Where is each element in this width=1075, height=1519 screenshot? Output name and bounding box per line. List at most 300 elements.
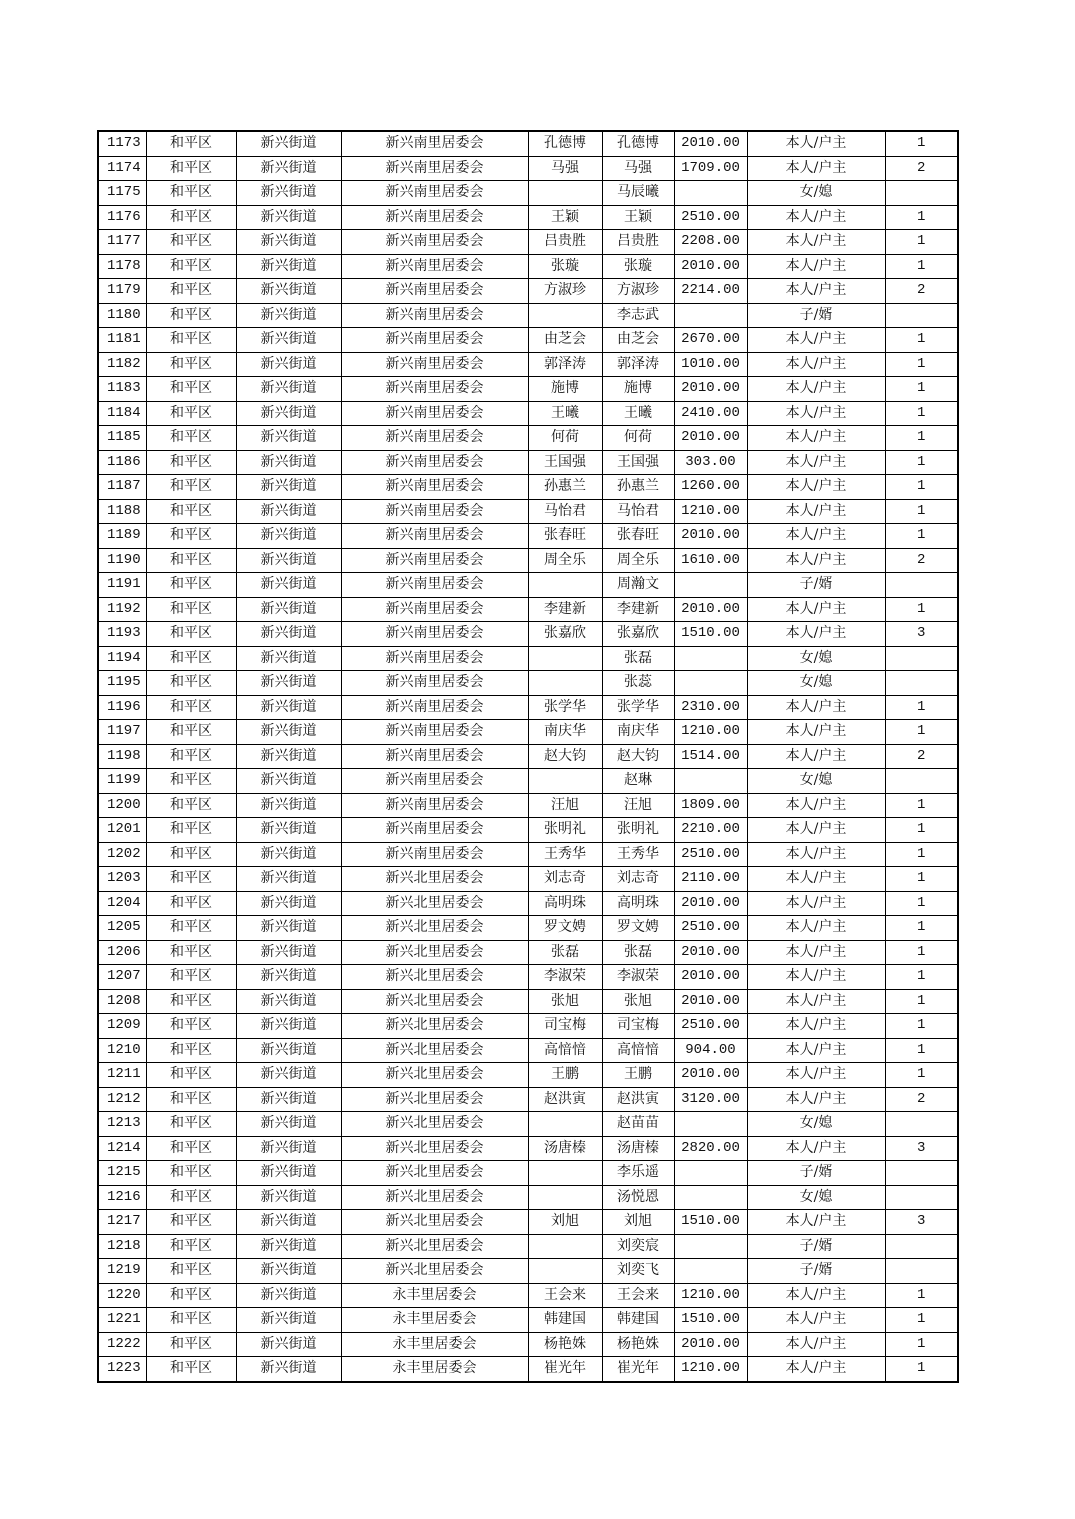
table-row	[98, 573, 958, 598]
table-row	[98, 842, 958, 867]
table-row	[98, 1112, 958, 1137]
member-name-cell: 王鹏	[602, 1063, 674, 1088]
district-cell: 和平区	[146, 1185, 236, 1210]
row-number-cell: 1186	[98, 450, 146, 475]
committee-cell: 新兴南里居委会	[341, 254, 528, 279]
row-number-cell: 1179	[98, 279, 146, 304]
row-number-cell: 1202	[98, 842, 146, 867]
household-count-cell: 1	[885, 377, 958, 402]
district-cell: 和平区	[146, 1332, 236, 1357]
relation-cell: 子/婿	[747, 1161, 885, 1186]
row-number-cell: 1220	[98, 1283, 146, 1308]
district-cell: 和平区	[146, 352, 236, 377]
household-count-cell: 3	[885, 1136, 958, 1161]
applicant-cell	[528, 1161, 602, 1186]
table-row	[98, 940, 958, 965]
committee-cell: 新兴南里居委会	[341, 720, 528, 745]
table-row	[98, 230, 958, 255]
table-row	[98, 671, 958, 696]
row-number-cell: 1197	[98, 720, 146, 745]
row-number-cell: 1213	[98, 1112, 146, 1137]
household-count-cell: 1	[885, 205, 958, 230]
relation-cell: 本人/户主	[747, 1357, 885, 1382]
table-row	[98, 1357, 958, 1382]
table-row	[98, 450, 958, 475]
committee-cell: 新兴南里居委会	[341, 328, 528, 353]
relation-cell: 子/婿	[747, 1259, 885, 1284]
relation-cell: 本人/户主	[747, 156, 885, 181]
row-number-cell: 1182	[98, 352, 146, 377]
row-number-cell: 1195	[98, 671, 146, 696]
district-cell: 和平区	[146, 1038, 236, 1063]
member-name-cell: 张明礼	[602, 818, 674, 843]
district-cell: 和平区	[146, 548, 236, 573]
applicant-cell: 王国强	[528, 450, 602, 475]
row-number-cell: 1177	[98, 230, 146, 255]
member-name-cell: 汤唐榛	[602, 1136, 674, 1161]
amount-cell	[674, 181, 747, 206]
committee-cell: 新兴北里居委会	[341, 1087, 528, 1112]
applicant-cell	[528, 1259, 602, 1284]
row-number-cell: 1204	[98, 891, 146, 916]
table-row	[98, 695, 958, 720]
row-number-cell: 1215	[98, 1161, 146, 1186]
street-cell: 新兴街道	[236, 279, 341, 304]
relation-cell: 本人/户主	[747, 1063, 885, 1088]
committee-cell: 新兴南里居委会	[341, 131, 528, 156]
household-count-cell: 1	[885, 254, 958, 279]
amount-cell: 2510.00	[674, 1014, 747, 1039]
household-count-cell: 1	[885, 793, 958, 818]
committee-cell: 新兴北里居委会	[341, 1234, 528, 1259]
row-number-cell: 1201	[98, 818, 146, 843]
street-cell: 新兴街道	[236, 230, 341, 255]
applicant-cell	[528, 181, 602, 206]
committee-cell: 新兴南里居委会	[341, 793, 528, 818]
committee-cell: 新兴北里居委会	[341, 989, 528, 1014]
relation-cell: 本人/户主	[747, 377, 885, 402]
street-cell: 新兴街道	[236, 1161, 341, 1186]
relation-cell: 子/婿	[747, 573, 885, 598]
member-name-cell: 张旭	[602, 989, 674, 1014]
relation-cell: 子/婿	[747, 303, 885, 328]
street-cell: 新兴街道	[236, 181, 341, 206]
applicant-cell: 王颖	[528, 205, 602, 230]
district-cell: 和平区	[146, 1234, 236, 1259]
table-row	[98, 1185, 958, 1210]
amount-cell: 2110.00	[674, 867, 747, 892]
applicant-cell: 张春旺	[528, 524, 602, 549]
table-row	[98, 1308, 958, 1333]
applicant-cell: 方淑珍	[528, 279, 602, 304]
household-count-cell	[885, 1185, 958, 1210]
row-number-cell: 1185	[98, 426, 146, 451]
district-cell: 和平区	[146, 426, 236, 451]
applicant-cell: 刘志奇	[528, 867, 602, 892]
applicant-cell: 赵大钧	[528, 744, 602, 769]
table-row	[98, 1038, 958, 1063]
applicant-cell	[528, 671, 602, 696]
applicant-cell: 吕贵胜	[528, 230, 602, 255]
street-cell: 新兴街道	[236, 989, 341, 1014]
household-count-cell: 1	[885, 965, 958, 990]
district-cell: 和平区	[146, 965, 236, 990]
committee-cell: 新兴北里居委会	[341, 1185, 528, 1210]
member-name-cell: 高愔愔	[602, 1038, 674, 1063]
row-number-cell: 1193	[98, 622, 146, 647]
applicant-cell: 张旭	[528, 989, 602, 1014]
amount-cell: 2010.00	[674, 254, 747, 279]
member-name-cell: 杨艳姝	[602, 1332, 674, 1357]
row-number-cell: 1219	[98, 1259, 146, 1284]
district-cell: 和平区	[146, 867, 236, 892]
household-count-cell: 1	[885, 1014, 958, 1039]
table-row	[98, 524, 958, 549]
amount-cell: 1709.00	[674, 156, 747, 181]
street-cell: 新兴街道	[236, 1136, 341, 1161]
relation-cell: 本人/户主	[747, 940, 885, 965]
committee-cell: 新兴南里居委会	[341, 818, 528, 843]
member-name-cell: 王秀华	[602, 842, 674, 867]
row-number-cell: 1210	[98, 1038, 146, 1063]
household-count-cell: 2	[885, 279, 958, 304]
member-name-cell: 罗文娉	[602, 916, 674, 941]
relation-cell: 本人/户主	[747, 867, 885, 892]
table-row	[98, 646, 958, 671]
applicant-cell: 高愔愔	[528, 1038, 602, 1063]
committee-cell: 新兴南里居委会	[341, 524, 528, 549]
committee-cell: 新兴北里居委会	[341, 916, 528, 941]
amount-cell: 2010.00	[674, 131, 747, 156]
amount-cell: 2208.00	[674, 230, 747, 255]
household-count-cell: 1	[885, 401, 958, 426]
street-cell: 新兴街道	[236, 1259, 341, 1284]
member-name-cell: 刘旭	[602, 1210, 674, 1235]
district-cell: 和平区	[146, 842, 236, 867]
amount-cell: 1510.00	[674, 1210, 747, 1235]
relation-cell: 本人/户主	[747, 131, 885, 156]
row-number-cell: 1207	[98, 965, 146, 990]
member-name-cell: 张磊	[602, 940, 674, 965]
amount-cell: 1809.00	[674, 793, 747, 818]
district-cell: 和平区	[146, 328, 236, 353]
row-number-cell: 1221	[98, 1308, 146, 1333]
committee-cell: 新兴南里居委会	[341, 426, 528, 451]
household-count-cell: 1	[885, 524, 958, 549]
street-cell: 新兴街道	[236, 328, 341, 353]
table-row	[98, 254, 958, 279]
household-count-cell: 1	[885, 475, 958, 500]
street-cell: 新兴街道	[236, 303, 341, 328]
committee-cell: 永丰里居委会	[341, 1357, 528, 1382]
committee-cell: 永丰里居委会	[341, 1283, 528, 1308]
household-count-cell: 1	[885, 818, 958, 843]
applicant-cell	[528, 1185, 602, 1210]
district-cell: 和平区	[146, 230, 236, 255]
district-cell: 和平区	[146, 769, 236, 794]
street-cell: 新兴街道	[236, 573, 341, 598]
street-cell: 新兴街道	[236, 940, 341, 965]
relation-cell: 本人/户主	[747, 622, 885, 647]
table-row	[98, 352, 958, 377]
district-cell: 和平区	[146, 1063, 236, 1088]
committee-cell: 新兴南里居委会	[341, 842, 528, 867]
household-count-cell: 2	[885, 156, 958, 181]
table-row	[98, 1063, 958, 1088]
street-cell: 新兴街道	[236, 1112, 341, 1137]
relation-cell: 本人/户主	[747, 793, 885, 818]
street-cell: 新兴街道	[236, 793, 341, 818]
member-name-cell: 王国强	[602, 450, 674, 475]
district-cell: 和平区	[146, 793, 236, 818]
row-number-cell: 1217	[98, 1210, 146, 1235]
member-name-cell: 王会来	[602, 1283, 674, 1308]
member-name-cell: 施博	[602, 377, 674, 402]
member-name-cell: 韩建国	[602, 1308, 674, 1333]
relation-cell: 本人/户主	[747, 818, 885, 843]
member-name-cell: 刘奕宸	[602, 1234, 674, 1259]
relation-cell: 本人/户主	[747, 597, 885, 622]
member-name-cell: 吕贵胜	[602, 230, 674, 255]
member-name-cell: 汤悦恩	[602, 1185, 674, 1210]
amount-cell: 1514.00	[674, 744, 747, 769]
amount-cell	[674, 573, 747, 598]
household-count-cell: 1	[885, 328, 958, 353]
committee-cell: 新兴南里居委会	[341, 597, 528, 622]
row-number-cell: 1212	[98, 1087, 146, 1112]
household-count-cell	[885, 1234, 958, 1259]
member-name-cell: 赵大钧	[602, 744, 674, 769]
table-row	[98, 205, 958, 230]
committee-cell: 新兴南里居委会	[341, 230, 528, 255]
applicant-cell: 汤唐榛	[528, 1136, 602, 1161]
household-count-cell: 3	[885, 1210, 958, 1235]
street-cell: 新兴街道	[236, 695, 341, 720]
row-number-cell: 1190	[98, 548, 146, 573]
relation-cell: 本人/户主	[747, 1283, 885, 1308]
row-number-cell: 1200	[98, 793, 146, 818]
household-count-cell	[885, 769, 958, 794]
table-body	[98, 131, 958, 1382]
row-number-cell: 1209	[98, 1014, 146, 1039]
member-name-cell: 郭泽涛	[602, 352, 674, 377]
applicant-cell: 李淑荣	[528, 965, 602, 990]
household-count-cell	[885, 1112, 958, 1137]
table-row	[98, 303, 958, 328]
table-row	[98, 1234, 958, 1259]
amount-cell: 2510.00	[674, 916, 747, 941]
relation-cell: 本人/户主	[747, 1308, 885, 1333]
relation-cell: 本人/户主	[747, 1087, 885, 1112]
amount-cell: 1210.00	[674, 720, 747, 745]
street-cell: 新兴街道	[236, 377, 341, 402]
district-cell: 和平区	[146, 499, 236, 524]
applicant-cell: 周全乐	[528, 548, 602, 573]
member-name-cell: 马怡君	[602, 499, 674, 524]
member-name-cell: 周全乐	[602, 548, 674, 573]
table-row	[98, 916, 958, 941]
table-row	[98, 156, 958, 181]
committee-cell: 新兴南里居委会	[341, 769, 528, 794]
district-cell: 和平区	[146, 377, 236, 402]
household-count-cell: 1	[885, 916, 958, 941]
district-cell: 和平区	[146, 891, 236, 916]
district-cell: 和平区	[146, 818, 236, 843]
household-count-cell: 1	[885, 1308, 958, 1333]
table-row	[98, 279, 958, 304]
street-cell: 新兴街道	[236, 426, 341, 451]
row-number-cell: 1222	[98, 1332, 146, 1357]
row-number-cell: 1188	[98, 499, 146, 524]
street-cell: 新兴街道	[236, 965, 341, 990]
committee-cell: 新兴南里居委会	[341, 401, 528, 426]
street-cell: 新兴街道	[236, 205, 341, 230]
applicant-cell: 王秀华	[528, 842, 602, 867]
applicant-cell: 张嘉欣	[528, 622, 602, 647]
relation-cell: 本人/户主	[747, 1014, 885, 1039]
member-name-cell: 刘志奇	[602, 867, 674, 892]
committee-cell: 新兴北里居委会	[341, 867, 528, 892]
member-name-cell: 张春旺	[602, 524, 674, 549]
table-row	[98, 1161, 958, 1186]
member-name-cell: 孙惠兰	[602, 475, 674, 500]
row-number-cell: 1191	[98, 573, 146, 598]
household-count-cell	[885, 303, 958, 328]
household-count-cell: 1	[885, 1063, 958, 1088]
applicant-cell: 张学华	[528, 695, 602, 720]
amount-cell: 3120.00	[674, 1087, 747, 1112]
amount-cell: 2670.00	[674, 328, 747, 353]
household-count-cell: 1	[885, 695, 958, 720]
district-cell: 和平区	[146, 156, 236, 181]
applicant-cell: 韩建国	[528, 1308, 602, 1333]
district-cell: 和平区	[146, 524, 236, 549]
amount-cell: 2010.00	[674, 426, 747, 451]
amount-cell: 303.00	[674, 450, 747, 475]
relation-cell: 本人/户主	[747, 401, 885, 426]
applicant-cell: 杨艳姝	[528, 1332, 602, 1357]
committee-cell: 新兴南里居委会	[341, 499, 528, 524]
amount-cell	[674, 1112, 747, 1137]
applicant-cell: 刘旭	[528, 1210, 602, 1235]
row-number-cell: 1203	[98, 867, 146, 892]
applicant-cell: 王曦	[528, 401, 602, 426]
relation-cell: 本人/户主	[747, 475, 885, 500]
applicant-cell: 王鹏	[528, 1063, 602, 1088]
household-count-cell: 1	[885, 989, 958, 1014]
table-row	[98, 622, 958, 647]
table-row	[98, 401, 958, 426]
member-name-cell: 赵洪寅	[602, 1087, 674, 1112]
committee-cell: 新兴南里居委会	[341, 450, 528, 475]
amount-cell: 1510.00	[674, 622, 747, 647]
member-name-cell: 高明珠	[602, 891, 674, 916]
household-count-cell: 1	[885, 891, 958, 916]
street-cell: 新兴街道	[236, 671, 341, 696]
amount-cell: 2010.00	[674, 940, 747, 965]
street-cell: 新兴街道	[236, 352, 341, 377]
street-cell: 新兴街道	[236, 891, 341, 916]
row-number-cell: 1187	[98, 475, 146, 500]
relation-cell: 女/媳	[747, 646, 885, 671]
committee-cell: 新兴南里居委会	[341, 279, 528, 304]
committee-cell: 新兴北里居委会	[341, 1161, 528, 1186]
applicant-cell: 马强	[528, 156, 602, 181]
applicant-cell: 孔德博	[528, 131, 602, 156]
street-cell: 新兴街道	[236, 156, 341, 181]
district-cell: 和平区	[146, 916, 236, 941]
relation-cell: 本人/户主	[747, 916, 885, 941]
household-count-cell: 1	[885, 426, 958, 451]
relation-cell: 本人/户主	[747, 254, 885, 279]
committee-cell: 新兴南里居委会	[341, 205, 528, 230]
relation-cell: 本人/户主	[747, 965, 885, 990]
amount-cell: 1510.00	[674, 1308, 747, 1333]
table-row	[98, 377, 958, 402]
row-number-cell: 1211	[98, 1063, 146, 1088]
amount-cell: 1210.00	[674, 1283, 747, 1308]
street-cell: 新兴街道	[236, 499, 341, 524]
household-count-cell	[885, 646, 958, 671]
member-name-cell: 张嘉欣	[602, 622, 674, 647]
member-name-cell: 周瀚文	[602, 573, 674, 598]
relation-cell: 本人/户主	[747, 989, 885, 1014]
street-cell: 新兴街道	[236, 254, 341, 279]
district-cell: 和平区	[146, 401, 236, 426]
table-row	[98, 1259, 958, 1284]
committee-cell: 新兴南里居委会	[341, 695, 528, 720]
street-cell: 新兴街道	[236, 401, 341, 426]
district-cell: 和平区	[146, 940, 236, 965]
amount-cell: 1210.00	[674, 499, 747, 524]
member-name-cell: 张璇	[602, 254, 674, 279]
relation-cell: 本人/户主	[747, 426, 885, 451]
applicant-cell: 南庆华	[528, 720, 602, 745]
street-cell: 新兴街道	[236, 1234, 341, 1259]
row-number-cell: 1189	[98, 524, 146, 549]
amount-cell: 904.00	[674, 1038, 747, 1063]
row-number-cell: 1218	[98, 1234, 146, 1259]
applicant-cell	[528, 1112, 602, 1137]
district-cell: 和平区	[146, 475, 236, 500]
street-cell: 新兴街道	[236, 1087, 341, 1112]
district-cell: 和平区	[146, 1087, 236, 1112]
member-name-cell: 方淑珍	[602, 279, 674, 304]
table-row	[98, 131, 958, 156]
street-cell: 新兴街道	[236, 769, 341, 794]
table-row	[98, 818, 958, 843]
relation-cell: 本人/户主	[747, 450, 885, 475]
committee-cell: 新兴南里居委会	[341, 744, 528, 769]
applicant-cell: 李建新	[528, 597, 602, 622]
member-name-cell: 李志武	[602, 303, 674, 328]
relation-cell: 本人/户主	[747, 1210, 885, 1235]
district-cell: 和平区	[146, 1112, 236, 1137]
applicant-cell	[528, 573, 602, 598]
table-row	[98, 548, 958, 573]
committee-cell: 新兴南里居委会	[341, 671, 528, 696]
applicant-cell: 汪旭	[528, 793, 602, 818]
member-name-cell: 汪旭	[602, 793, 674, 818]
street-cell: 新兴街道	[236, 524, 341, 549]
member-name-cell: 赵琳	[602, 769, 674, 794]
district-cell: 和平区	[146, 1014, 236, 1039]
member-name-cell: 赵苗苗	[602, 1112, 674, 1137]
amount-cell	[674, 1161, 747, 1186]
amount-cell	[674, 303, 747, 328]
row-number-cell: 1199	[98, 769, 146, 794]
row-number-cell: 1208	[98, 989, 146, 1014]
